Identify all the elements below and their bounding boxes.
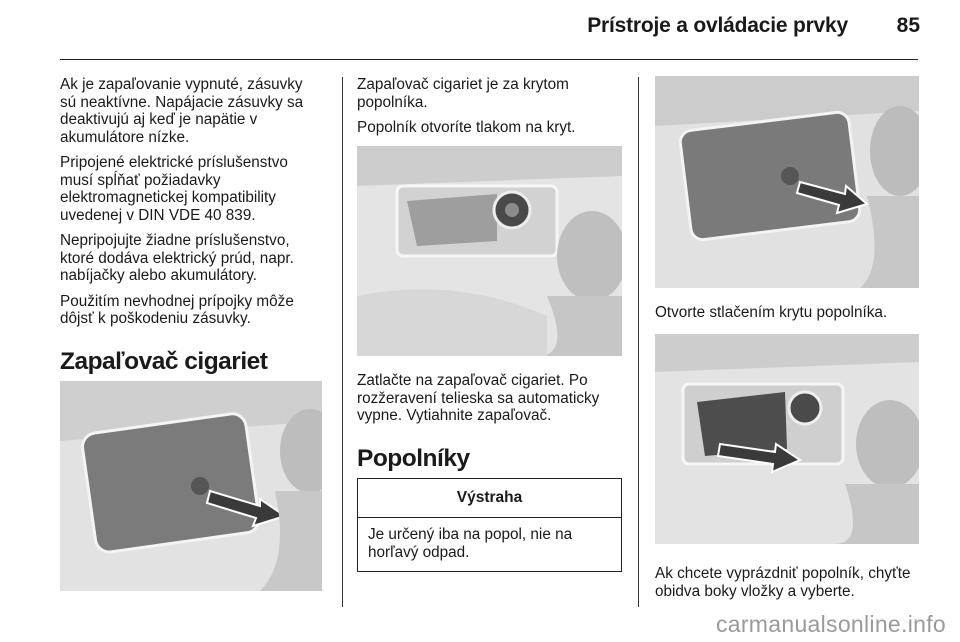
watermark: carmanualsonline.info	[715, 611, 946, 637]
column-divider-1	[342, 77, 343, 607]
column-1	[60, 76, 322, 376]
paragraph: Popolník otvoríte tlakom na kryt.	[357, 119, 576, 136]
paragraph: Použitím nevhodnej prípojky môže dôjsť k poškodeniu zásuvky.	[60, 292, 294, 327]
warning-text: Je určený iba na popol, nie na horľavý odpad.	[368, 526, 573, 561]
column-divider-2	[638, 77, 639, 607]
warning-title: Výstraha	[358, 479, 621, 518]
heading-ashtrays: Popolníky	[357, 445, 470, 472]
paragraph: Pripojené elektrické príslušenstvo musí spĺňať požiadavky elektromagnetickej kompatibility uvedenej v DIN VDE 40 839.	[60, 154, 288, 224]
photo-ashtray-cover-press	[60, 381, 322, 591]
page-number: 85	[896, 14, 920, 37]
paragraph: Zapaľovač cigariet je za krytom popolníka.	[357, 76, 569, 111]
paragraph: Nepripojujte žiadne príslušenstvo, ktoré dodáva elektrický prúd, napr. nabíjačky alebo akumulátory.	[60, 232, 294, 284]
photo-ashtray-open-press	[655, 76, 919, 288]
header-divider	[60, 59, 918, 60]
heading-cigarette-lighter: Zapaľovač cigariet	[60, 347, 268, 375]
caption-lighter: Zatlačte na zapaľovač cigariet. Po rozžeravení telieska sa automaticky vypne. Vytiahnite zapaľovač.	[357, 372, 600, 424]
photo-cigarette-lighter	[357, 146, 622, 356]
photo-ashtray-remove	[655, 334, 919, 544]
caption-open-ashtray: Otvorte stlačením krytu popolníka.	[655, 304, 888, 321]
paragraph: Ak je zapaľovanie vypnuté, zásuvky sú neaktívne. Napájacie zásuvky sa deaktivujú aj keď je napätie v akumulátore nízke.	[60, 76, 304, 146]
column-2	[357, 76, 622, 145]
section-title: Prístroje a ovládacie prvky	[587, 14, 848, 37]
caption-empty-ashtray: Ak chcete vyprázdniť popolník, chyťte obidva boky vložky a vyberte.	[655, 565, 911, 600]
warning-box	[357, 478, 622, 572]
